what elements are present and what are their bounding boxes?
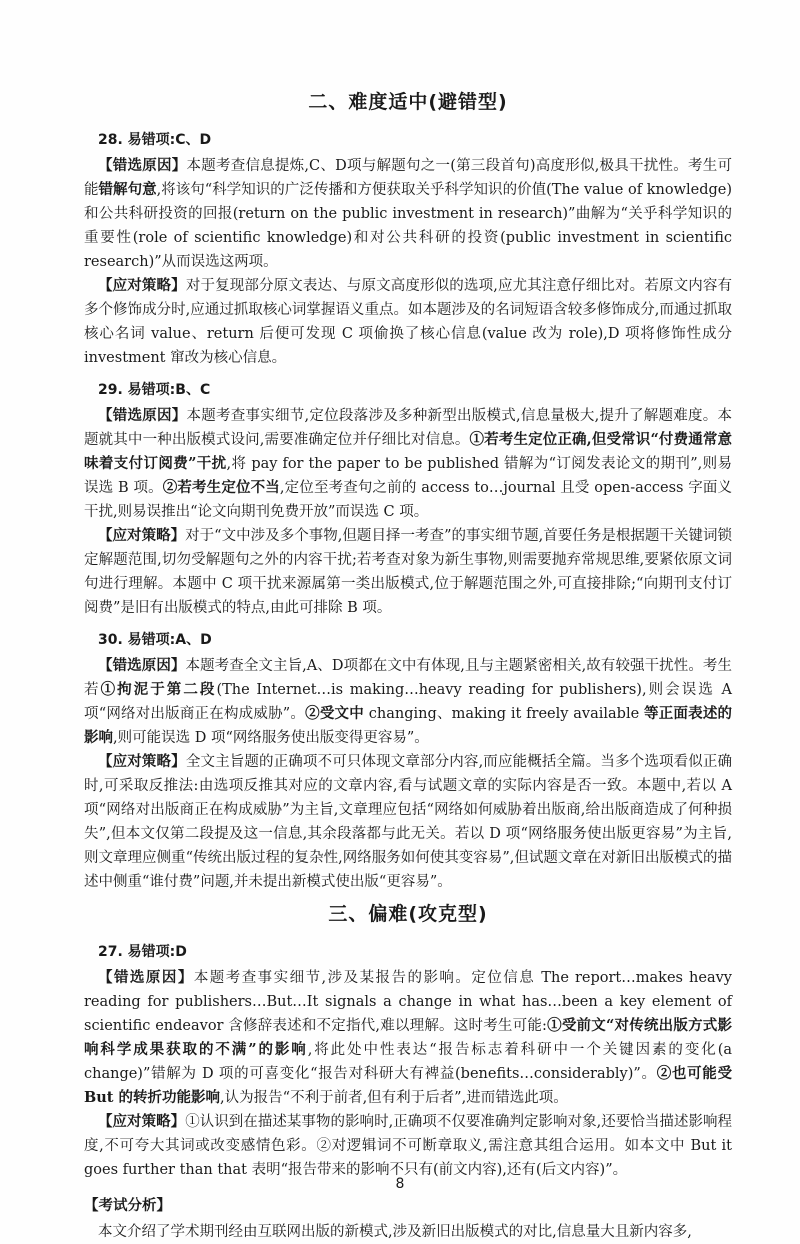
q29-reason-bold-1: ①若考生定位正确,但受常识“付费通常意味着支付订阅费”干扰 bbox=[84, 431, 733, 472]
q30-reason-bold-3: 等正面表述的影响 bbox=[84, 705, 733, 746]
q29-reason-text-3: ,定位至考查句之前的 access to…journal 且受 open-access 字面义干扰,则易误推出“论文向期刊免费开放”而误选 C 项。 bbox=[84, 480, 733, 520]
q30-title: 30. 易错项:A、D bbox=[98, 632, 212, 648]
q28-strategy bbox=[84, 274, 732, 370]
q30-reason-bold-2: ②受文中 bbox=[305, 705, 364, 722]
q27-reason-text-3: ,认为报告“不利于前者,但有利于后者”,进而错选此项。 bbox=[220, 1090, 568, 1106]
exam-analysis-label: 【考试分析】 bbox=[84, 1198, 171, 1214]
q27-reason bbox=[84, 966, 732, 1110]
q29-reason-text-1: 本题考查事实细节,定位段落涉及多种新型出版模式,信息量极大,提升了解题难度。本题就其中一种出版模式设问,需要准确定位并仔细比对信息。 bbox=[84, 408, 733, 448]
q30-reason-text-2: (The Internet…is making…heavy reading for publishers),则会误选 A 项“网络对出版商正在构成威胁”。 bbox=[84, 682, 732, 722]
q29-reason bbox=[84, 404, 732, 524]
q28-reason-text-1: 本题考查信息提炼,C、D项与解题句之一(第三段首句)高度形似,极具干扰性。考生可能 bbox=[84, 158, 733, 198]
q27-reason-bold-1: ①受前文“对传统出版方式影响科学成果获取的不满”的影响 bbox=[84, 1017, 732, 1058]
q30-strategy-text: 全文主旨题的正确项不可只体现文章部分内容,而应能概括全篇。当多个选项看似正确时,可采取反推法:由选项反推其对应的文章内容,看与试题文章的实际内容是否一致。本题中,若以 A 项“网络对出版商正在构成威胁”为主旨,文章理应包括“网络如何威胁着出版商,给出版商造成了何种损失”,但本文仅第二段提及这一信息,其余段落都与此无关。若以 D 项“网络服务使出版更容易”为主旨,则文章理应侧重“传统出版过程的复杂性,网络服务如何使其变容易”,但试题文章在对新旧出版模式的描述中侧重“谁付费”问题,并未提出新模式使出版“更容易”。 bbox=[84, 754, 733, 890]
q27-title: 27. 易错项:D bbox=[98, 944, 187, 960]
exam-analysis-text: 本文介绍了学术期刊经由互联网出版的新模式,涉及新旧出版模式的对比,信息量大且新内容多, bbox=[98, 1224, 692, 1240]
page-number: 8 bbox=[395, 1176, 405, 1192]
q29-strategy-label: 【应对策略】 bbox=[98, 528, 186, 544]
q28-strategy-text: 对于复现部分原文表达、与原文高度形似的选项,应尤其注意仔细比对。若原文内容有多个修饰成分时,应通过抓取核心词掌握语义重点。如本题涉及的名词短语含较多修饰成分,而通过抓取核心名词 value、return 后便可发现 C 项偷换了核心信息(value 改为 role),D 项将修饰性成分 investment 窜改为核心信息。 bbox=[84, 278, 733, 366]
section-heading-avoid: 二、难度适中(避错型) bbox=[308, 91, 508, 113]
section-heading-hard: 三、偏难(攻克型) bbox=[328, 903, 488, 925]
q28-reason bbox=[84, 154, 732, 274]
q30-strategy bbox=[84, 750, 732, 894]
q27-strategy-text: ①认识到在描述某事物的影响时,正确项不仅要准确判定影响对象,还要恰当描述影响程度,不可夸大其词或改变感情色彩。②对逻辑词不可断章取义,需注意其组合运用。如本文中 But it goes further than that 表明“报告带来的影响不只有(前文内容),还有(后文内容)”。 bbox=[84, 1114, 733, 1178]
q30-strategy-label: 【应对策略】 bbox=[98, 754, 186, 770]
q29-strategy bbox=[84, 524, 732, 620]
q29-title: 29. 易错项:B、C bbox=[98, 382, 211, 398]
q27-reason-text-1: 本题考查事实细节,涉及某报告的影响。定位信息 The report…makes heavy reading for publishers…But…It signals a change in what has…been a key element of scientific endeavor 含修辞表述和不定指代,难以理解。这时考生可能: bbox=[84, 970, 732, 1034]
q28-title: 28. 易错项:C、D bbox=[98, 132, 212, 148]
q27-strategy-label: 【应对策略】 bbox=[98, 1114, 186, 1130]
q27-reason-text-2: ,将此处中性表达“报告标志着科研中一个关键因素的变化(a change)”错解为 D 项的可喜变化“报告对科研大有裨益(benefits…considerably)”。 bbox=[84, 1042, 732, 1082]
q30-reason-text-1: 本题考查全文主旨,A、D项都在文中有体现,且与主题紧密相关,故有较强干扰性。考生若 bbox=[84, 658, 733, 698]
q30-reason-text-4: ,则可能误选 D 项“网络服务使出版变得更容易”。 bbox=[113, 730, 429, 746]
question-28-block bbox=[84, 128, 732, 370]
question-29-block bbox=[84, 378, 732, 620]
question-30-block bbox=[84, 628, 732, 894]
q28-reason-label: 【错选原因】 bbox=[98, 158, 187, 174]
q27-reason-label: 【错选原因】 bbox=[98, 970, 194, 986]
q30-reason-bold-1: ①拘泥于第二段 bbox=[100, 681, 217, 698]
q29-reason-bold-2: ②若考生定位不当 bbox=[162, 479, 280, 496]
q28-reason-text-2: ,将该句“科学知识的广泛传播和方便获取关乎科学知识的价值(The value of knowledge)和公共科研投资的回报(return on the public investment in research)”曲解为“关乎科学知识的重要性(role of scientific knowledge)和对公共科研的投资(public investment in scientific research)”从而误选这两项。 bbox=[84, 182, 733, 270]
q29-reason-text-2: ,将 pay for the paper to be published 错解为“订阅发表论文的期刊”,则易误选 B 项。 bbox=[84, 456, 732, 496]
q30-reason-text-3: changing、making it freely available bbox=[363, 706, 644, 722]
q30-reason-label: 【错选原因】 bbox=[98, 658, 186, 674]
q30-reason bbox=[84, 654, 732, 750]
question-27-block bbox=[84, 940, 732, 1182]
q27-reason-bold-2: ②也可能受 But 的转折功能影响 bbox=[84, 1065, 733, 1106]
q29-strategy-text: 对于“文中涉及多个事物,但题目择一考查”的事实细节题,首要任务是根据题干关键词锁定解题范围,切勿受解题句之外的内容干扰;若考查对象为新生事物,则需要抛弃常规思维,要紧依原文词句进行理解。本题中 C 项干扰来源属第一类出版模式,位于解题范围之外,可直接排除;“向期刊支付订阅费”是旧有出版模式的特点,由此可排除 B 项。 bbox=[84, 528, 733, 616]
q29-reason-label: 【错选原因】 bbox=[98, 408, 187, 424]
q28-strategy-label: 【应对策略】 bbox=[98, 278, 186, 294]
q28-reason-bold-1: 错解句意 bbox=[98, 181, 157, 198]
